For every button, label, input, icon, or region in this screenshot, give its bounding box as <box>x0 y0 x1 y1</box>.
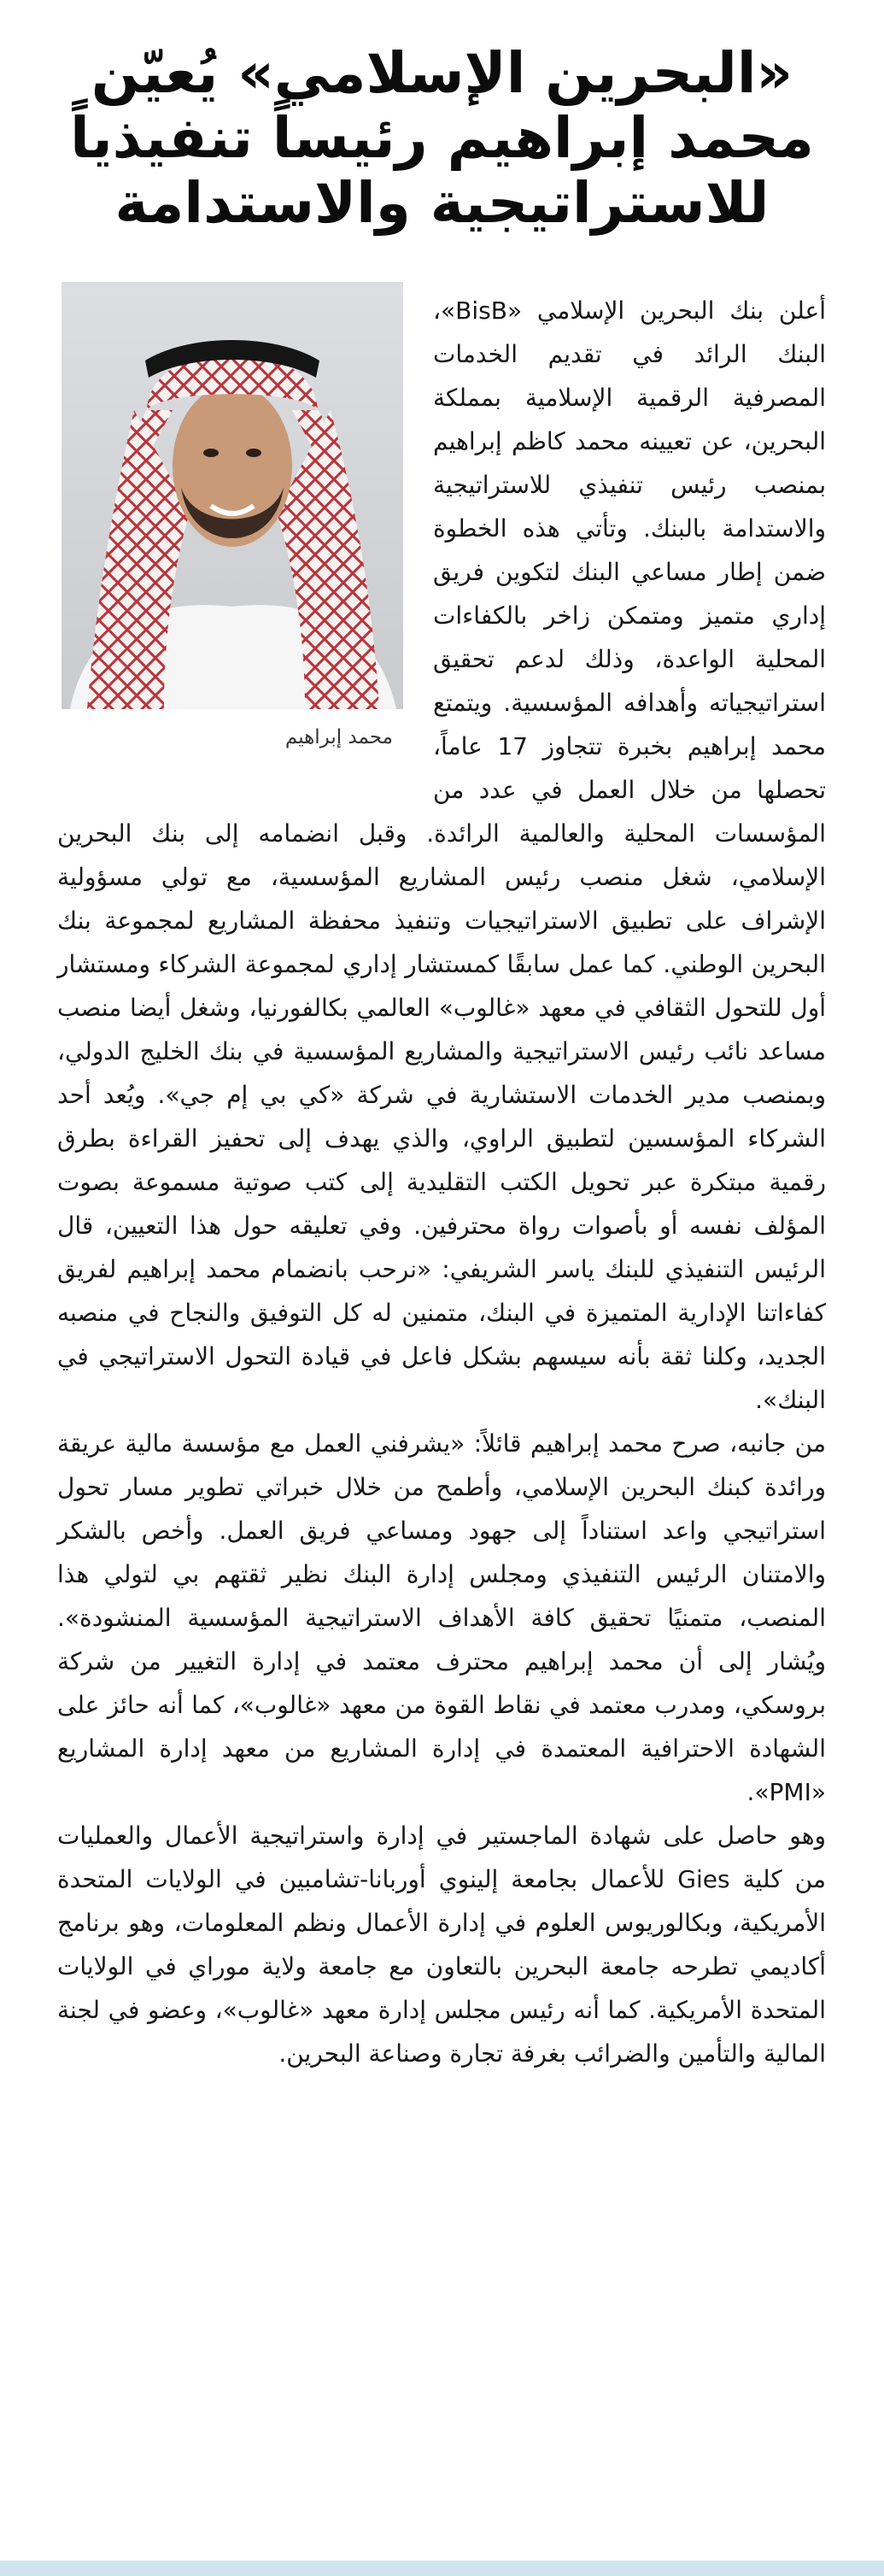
article-body <box>57 289 826 2075</box>
article-paragraph: من جانبه، صرح محمد إبراهيم قائلاً: «يشرفني العمل مع مؤسسة مالية عريقة ورائدة كبنك البحرين الإسلامي، وأطمح من خلال خبراتي تطوير مسار تحول استراتيجي واعد استناداً إلى جهود ومساعي فريق العمل. وأخص بالشكر والامتنان الرئيس التنفيذي ومجلس إدارة البنك نظير ثقتهم بي لتولي هذا المنصب، متمنيًا تحقيق كافة الأهداف الاستراتيجية المؤسسية المنشودة». ويُشار إلى أن محمد إبراهيم محترف معتمد في إدارة التغيير من شركة بروسكي، ومدرب معتمد في نقاط القوة من معهد «غالوب»، كما أنه حائز على الشهادة الاحترافية المعتمدة في إدارة المشاريع من معهد إدارة المشاريع «PMI». <box>57 1429 826 1806</box>
page-bottom-strip <box>0 2561 884 2576</box>
headline-line-2: محمد إبراهيم رئيساً تنفيذياً <box>70 105 814 171</box>
article-paragraph: أعلن بنك البحرين الإسلامي «BisB»، البنك الرائد في تقديم الخدمات المصرفية الرقمية الإسلامية بمملكة البحرين، عن تعيينه محمد كاظم إبراهيم بمنصب رئيس تنفيذي للاستراتيجية والاستدامة بالبنك. وتأتي هذه الخطوة ضمن إطار مساعي البنك لتكوين فريق إداري متميز ومتمكن زاخر بالكفاءات المحلية الواعدة، وذلك لدعم تحقيق استراتيجياته وأهدافه المؤسسية. ويتمتع محمد إبراهيم بخبرة تتجاوز 17 عاماً، تحصلها من خلال العمل في عدد من المؤسسات المحلية والعالمية الرائدة. وقبل انضمامه إلى بنك البحرين الإسلامي، شغل منصب رئيس المشاريع المؤسسية، مع تولي مسؤولية الإشراف على تطبيق الاستراتيجيات وتنفيذ محفظة المشاريع لمجموعة بنك البحرين الوطني. كما عمل سابقًا كمستشار إداري لمجموعة الشركاء ومستشار أول للتحول الثقافي في معهد «غالوب» العالمي بكالفورنيا، وشغل أيضا منصب مساعد نائب رئيس الاستراتيجية والمشاريع المؤسسية في بنك الخليج الدولي، وبمنصب مدير الخدمات الاستشارية في شركة «كي بي إم جي». ويُعد أحد الشركاء المؤسسين لتطبيق الراوي، والذي يهدف إلى تحفيز القراءة بطرق رقمية مبتكرة عبر تحويل الكتب التقليدية إلى كتب صوتية مسموعة بصوت المؤلف نفسه أو بأصوات رواة محترفين. وفي تعليقه حول هذا التعيين، قال الرئيس التنفيذي للبنك ياسر الشريفي: «نرحب بانضمام محمد إبراهيم لفريق كفاءاتنا الإدارية المتميزة في البنك، متمنين له كل التوفيق والنجاح في منصبه الجديد، وكلنا ثقة بأنه سيسهم بشكل فاعل في قيادة التحول الاستراتيجي في البنك». <box>57 296 826 1414</box>
headline-line-1: «البحرين الإسلامي» يُعيّن <box>91 40 793 106</box>
headline-line-3: للاستراتيجية والاستدامة <box>114 170 770 236</box>
article-headline <box>34 41 850 236</box>
photo-caption: محمد إبراهيم <box>284 726 393 748</box>
photo-spacer <box>66 289 433 801</box>
article-paragraph: وهو حاصل على شهادة الماجستير في إدارة واستراتيجية الأعمال والعمليات من كلية Gies للأعمال بجامعة إلينوي أوربانا-تشامبين في الولايات المتحدة الأمريكية، وبكالوريوس العلوم في إدارة الأعمال ونظم المعلومات، وهو برنامج أكاديمي تطرحه جامعة البحرين بالتعاون مع جامعة ولاية موراي في الولايات المتحدة الأمريكية. كما أنه رئيس مجلس إدارة معهد «غالوب»، وعضو في لجنة المالية والتأمين والضرائب بغرفة تجارة وصناعة البحرين. <box>57 1822 826 2068</box>
